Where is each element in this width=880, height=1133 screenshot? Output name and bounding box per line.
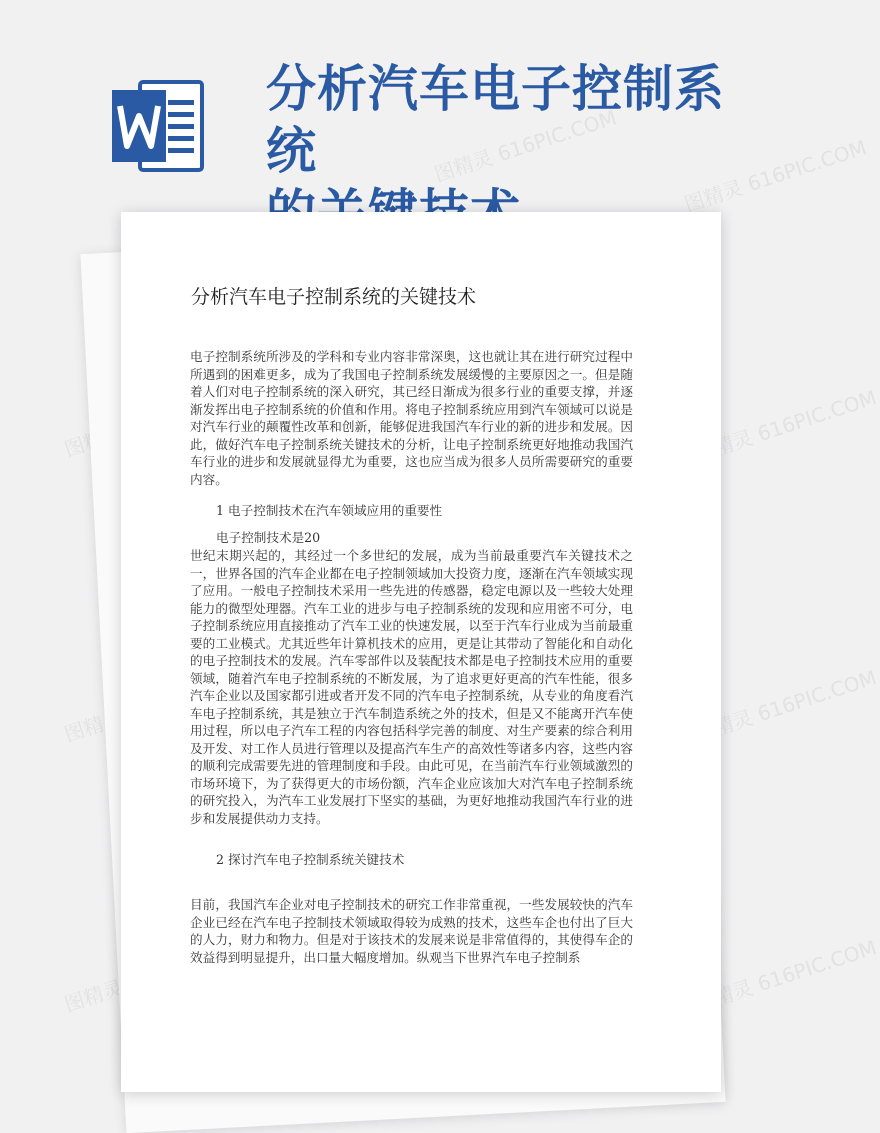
watermark: 图精灵 616PIC.COM	[691, 935, 880, 1017]
paragraph-lead: 电子控制技术是20	[216, 530, 321, 545]
watermark: 图精灵	[61, 975, 126, 1017]
watermark: 图精灵 616PIC.COM	[681, 135, 870, 217]
document-page	[121, 212, 721, 1092]
paragraph-intro: 电子控制系统所涉及的学科和专业内容非常深奥，这也就让其在进行研究过程中所遇到的困难更多，成为了我国电子控制系统发展缓慢的主要原因之一。但是随着人们对电子控制系统的深入研究，其已经日渐成为很多行业的重要支撑，并逐渐发挥出电子控制系统的价值和作用。将电子控制系统应用到汽车领域可以说是对汽车行业的颠覆性改革和创新，能够促进我国汽车行业的新的进步和发展。因此，做好汽车电子控制系统关键技术的分析，让电子控制系统更好地推动我国汽车行业的进步和发展就显得尤为重要，这也应当成为很多人员所需要研究的重要内容。	[190, 349, 633, 487]
paragraph-body-2: 目前，我国汽车企业对电子控制技术的研究工作非常重视，一些发展较快的汽车企业已经在汽车电子控制技术领域取得较为成熟的技术，这些车企也付出了巨大的人力，财力和物力。但是对于该技术的发展来说是非常值得的，其使得车企的效益得到明显提升，出口量大幅度增加。纵观当下世界汽车电子控制系	[190, 897, 633, 965]
document-title: 分析汽车电子控制系统的关键技术	[191, 286, 477, 308]
watermark: 图精灵 616PIC.COM	[431, 105, 620, 187]
watermark: 图精灵	[61, 705, 126, 747]
page-title-line-1: 分析汽车电子控制系统	[266, 60, 725, 180]
paragraph-body-1: 世纪末期兴起的，其经过一个多世纪的发展，成为当前最重要汽车关键技术之一，世界各国的汽车企业都在电子控制领域加大投资力度，逐渐在汽车领域实现了应用。一般电子控制技术采用一些先进的传感器，稳定电源以及一些较大处理能力的微型处理器。汽车工业的进步与电子控制系统的发现和应用密不可分，电子控制系统应用直接推动了汽车工业的快速发展，以至于汽车行业成为当前最重要的工业模式。尤其近些年计算机技术的应用，更是让其带动了智能化和自动化的电子控制技术的发展。汽车零部件以及装配技术都是电子控制技术应用的重要领域，随着汽车电子控制系统的不断发展，为了追求更好更高的汽车性能，很多汽车企业以及国家都引进或者开发不同的汽车电子控制系统，从专业的角度看汽车电子控制系统，其是独立于汽车制造系统之外的技术，但是又不能离开汽车使用过程，所以电子汽车工程的内容包括科学完善的制度、对生产要素的综合利用及开发、对工作人员进行管理以及提高汽车生产的高效性等诸多内容，这些内容的顺利完成需要先进的管理制度和手段。由此可见，在当前汽车行业领域激烈的市场环境下，为了获得更大的市场份额，汽车企业应该加大对汽车电子控制系统的研究投入，为汽车工业发展打下坚实的基础，为更好地推动我国汽车行业的进步和发展提供动力支持。	[190, 548, 633, 826]
watermark: 图精灵 616PIC.COM	[691, 665, 880, 747]
word-document-icon	[110, 76, 214, 176]
watermark: 图精灵 616PIC.COM	[691, 385, 880, 467]
section-heading-2: 2 探讨汽车电子控制系统关键技术	[216, 852, 405, 867]
section-heading-1: 1 电子控制技术在汽车领域应用的重要性	[216, 503, 443, 518]
